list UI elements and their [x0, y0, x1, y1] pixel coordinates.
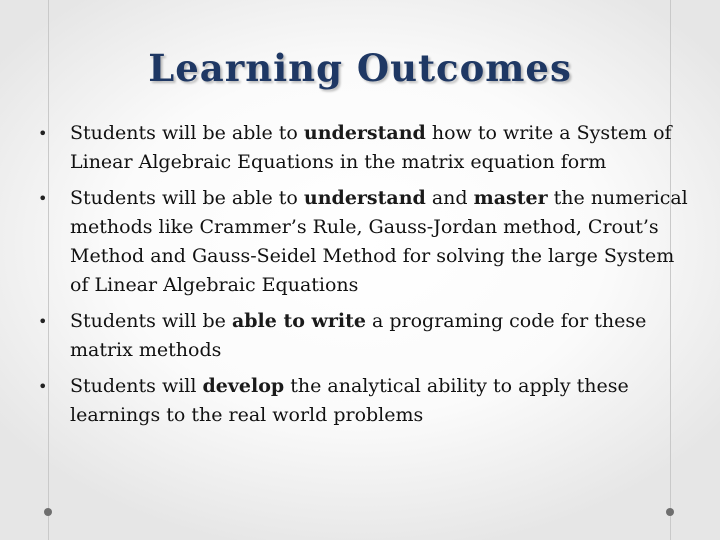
bullet-text-emphasis: understand: [303, 187, 426, 209]
bullet-list: [38, 119, 688, 437]
bullet-text-part: a programing code for these matrix methods: [70, 310, 647, 361]
slide-title: Learning Outcomes: [148, 46, 572, 90]
bullet-item: [38, 184, 688, 300]
frame-dot-left: [44, 508, 52, 516]
bullet-text-part: Students will: [70, 375, 203, 397]
bullet-item: [38, 372, 688, 430]
frame-dot-right: [666, 508, 674, 516]
bullet-text-emphasis: master: [473, 187, 548, 209]
bullet-item: [38, 119, 688, 177]
bullet-text-emphasis: develop: [202, 375, 285, 397]
bullet-icon: •: [38, 124, 48, 143]
bullet-text-part: and: [425, 187, 474, 209]
bullet-icon: •: [38, 377, 48, 396]
bullet-text-part: how to write a System of Linear Algebraic Equations in the matrix equation form: [70, 122, 672, 173]
bullet-text-part: Students will be able to: [70, 187, 304, 209]
bullet-text-emphasis: able to write: [231, 310, 366, 332]
bullet-text-emphasis: understand: [303, 122, 426, 144]
bullet-text-part: Students will be able to: [70, 122, 304, 144]
bullet-text-part: the numerical methods like Crammer’s Rule, Gauss-Jordan method, Crout’s Method and Gauss-Seidel Method for solving the large System of Linear Algebraic Equations: [70, 187, 688, 296]
bullet-icon: •: [38, 312, 48, 331]
bullet-icon: •: [38, 189, 48, 208]
bullet-text-part: Students will be: [70, 310, 232, 332]
bullet-item: [38, 307, 688, 365]
bullet-text-part: the analytical ability to apply these learnings to the real world problems: [70, 375, 629, 426]
